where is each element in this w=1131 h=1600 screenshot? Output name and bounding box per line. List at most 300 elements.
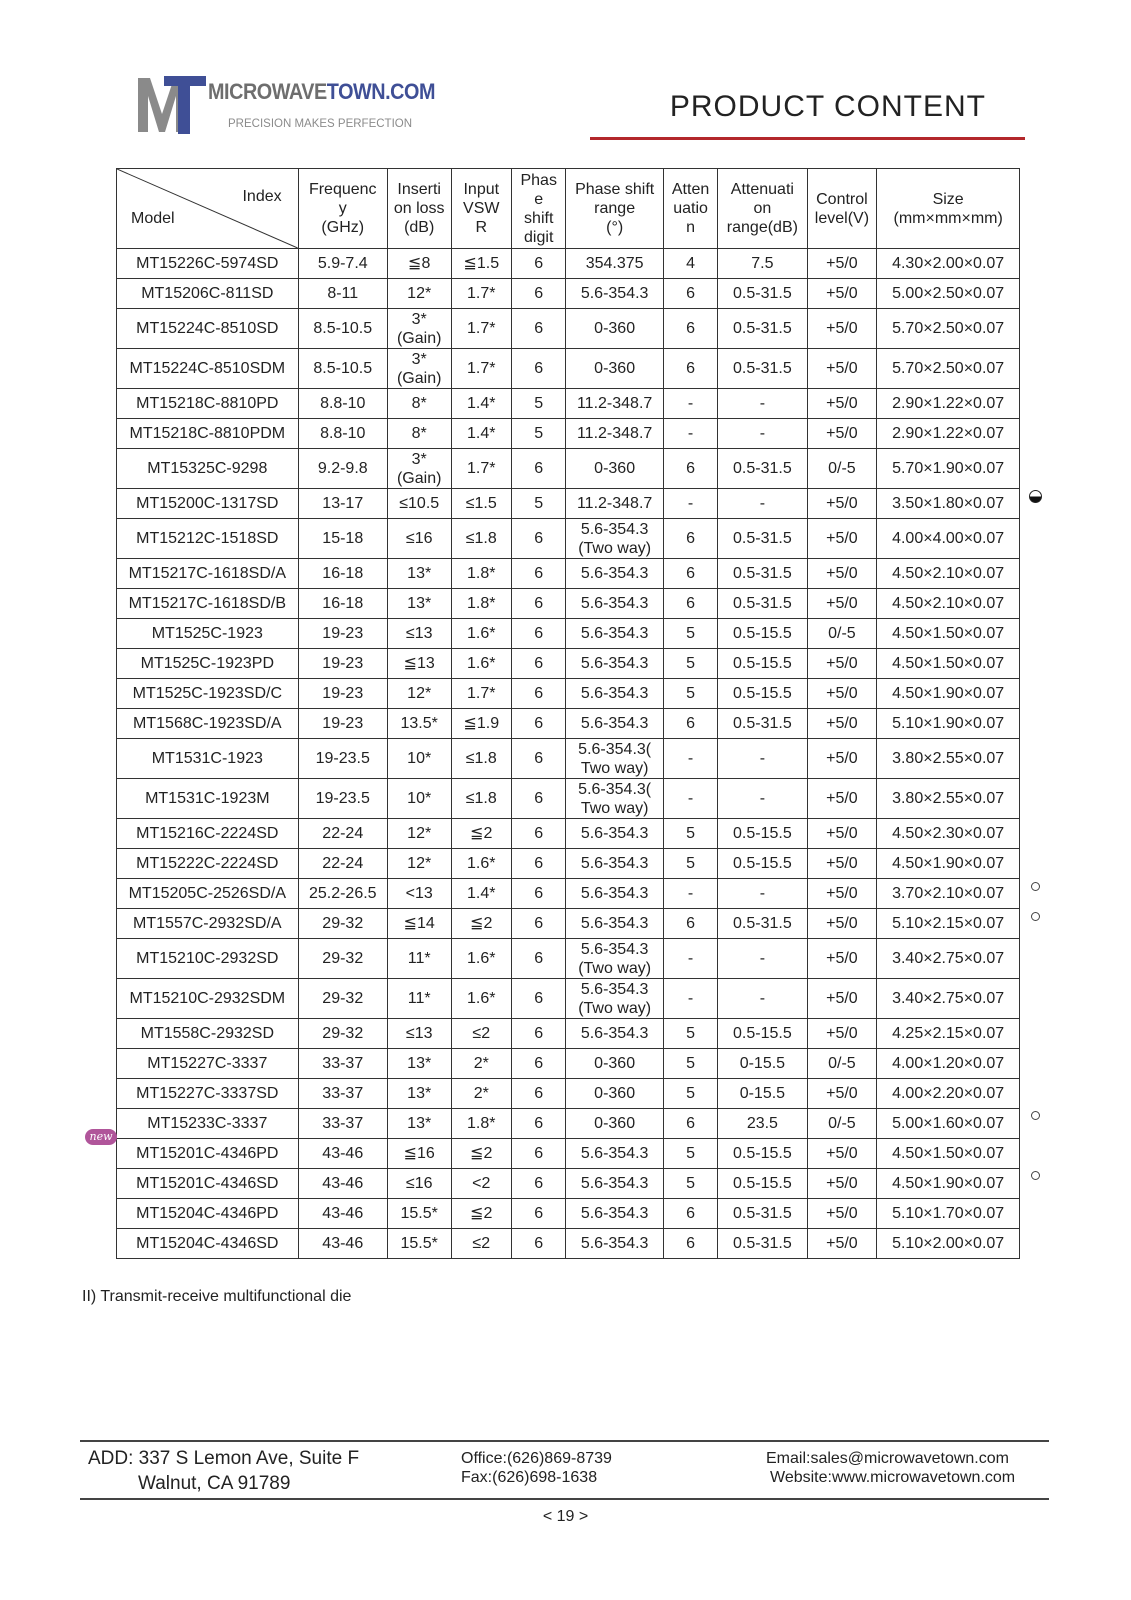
- table-cell: 1.8*: [451, 589, 512, 619]
- table-row: [117, 849, 1020, 879]
- table-cell: 5: [512, 389, 566, 419]
- table-cell: 6: [512, 679, 566, 709]
- column-header: [807, 169, 877, 249]
- table-cell: 6: [512, 449, 566, 489]
- table-cell: 8.8-10: [298, 389, 387, 419]
- table-cell: 6: [512, 1139, 566, 1169]
- table-cell: ≦2: [451, 1139, 512, 1169]
- table-cell: 10*: [387, 739, 451, 779]
- table-cell: 13*: [387, 1079, 451, 1109]
- table-cell: 5.6-354.3 (Two way): [566, 979, 663, 1019]
- table-cell: 6: [512, 589, 566, 619]
- table-row: [117, 679, 1020, 709]
- column-header: [566, 169, 663, 249]
- table-cell: ≤13: [387, 1019, 451, 1049]
- table-cell: 0.5-15.5: [718, 679, 807, 709]
- table-row: [117, 1019, 1020, 1049]
- table-cell: 6: [512, 849, 566, 879]
- table-cell: +5/0: [807, 1229, 877, 1259]
- table-cell: ≤1.5: [451, 489, 512, 519]
- table-cell: +5/0: [807, 589, 877, 619]
- table-cell: -: [663, 779, 717, 819]
- table-cell: 0.5-31.5: [718, 349, 807, 389]
- corner-header-cell: [117, 169, 299, 249]
- table-cell: 6: [663, 1199, 717, 1229]
- table-cell: -: [663, 389, 717, 419]
- model-cell: MT1568C-1923SD/A: [117, 709, 299, 739]
- table-cell: 8-11: [298, 279, 387, 309]
- column-header-text: n: [686, 219, 696, 236]
- table-cell: 6: [663, 909, 717, 939]
- table-cell: 0.5-31.5: [718, 709, 807, 739]
- table-cell: 5.6-354.3( Two way): [566, 739, 663, 779]
- table-cell: 1.7*: [451, 279, 512, 309]
- table-row: [117, 449, 1020, 489]
- table-cell: 22-24: [298, 849, 387, 879]
- table-cell: ≦2: [451, 819, 512, 849]
- model-cell: MT15217C-1618SD/A: [117, 559, 299, 589]
- table-cell: 8*: [387, 419, 451, 449]
- table-row: [117, 349, 1020, 389]
- table-cell: -: [718, 779, 807, 819]
- table-cell: 13*: [387, 559, 451, 589]
- table-cell: -: [718, 939, 807, 979]
- table-cell: 19-23: [298, 619, 387, 649]
- model-cell: MT15206C-811SD: [117, 279, 299, 309]
- model-cell: MT15204C-4346SD: [117, 1229, 299, 1259]
- table-row: [117, 1079, 1020, 1109]
- table-cell: 13*: [387, 1049, 451, 1079]
- table-cell: 0.5-15.5: [718, 819, 807, 849]
- table-cell: 6: [663, 589, 717, 619]
- table-cell: 1.4*: [451, 879, 512, 909]
- table-cell: 29-32: [298, 939, 387, 979]
- table-cell: 4.50×2.30×0.07: [877, 819, 1020, 849]
- model-cell: MT1557C-2932SD/A: [117, 909, 299, 939]
- table-cell: 1.8*: [451, 559, 512, 589]
- table-cell: 6: [512, 939, 566, 979]
- table-cell: 5: [663, 819, 717, 849]
- table-cell: 0.5-15.5: [718, 649, 807, 679]
- table-cell: 5.10×2.00×0.07: [877, 1229, 1020, 1259]
- table-cell: 0.5-31.5: [718, 519, 807, 559]
- table-cell: 11.2-348.7: [566, 389, 663, 419]
- table-cell: 0.5-15.5: [718, 1139, 807, 1169]
- table-cell: 29-32: [298, 1019, 387, 1049]
- table-cell: -: [663, 739, 717, 779]
- table-cell: 5.6-354.3: [566, 849, 663, 879]
- table-row: [117, 1109, 1020, 1139]
- table-cell: 8.5-10.5: [298, 309, 387, 349]
- table-cell: +5/0: [807, 649, 877, 679]
- table-cell: 12*: [387, 849, 451, 879]
- mt-logo-mark-icon: [138, 74, 208, 136]
- table-cell: 11*: [387, 939, 451, 979]
- table-cell: 5.6-354.3: [566, 1139, 663, 1169]
- table-cell: 6: [512, 1079, 566, 1109]
- table-cell: 13*: [387, 589, 451, 619]
- table-cell: 4.00×4.00×0.07: [877, 519, 1020, 559]
- table-cell: 5.10×2.15×0.07: [877, 909, 1020, 939]
- table-cell: 354.375: [566, 249, 663, 279]
- table-cell: 1.7*: [451, 449, 512, 489]
- table-cell: 0-360: [566, 309, 663, 349]
- table-cell: 19-23: [298, 709, 387, 739]
- table-cell: 1.4*: [451, 419, 512, 449]
- table-cell: 0-15.5: [718, 1079, 807, 1109]
- table-row: [117, 489, 1020, 519]
- column-header-text: (dB): [404, 219, 435, 236]
- table-cell: 6: [512, 1019, 566, 1049]
- circle-icon: [1031, 1111, 1040, 1120]
- table-cell: 5.6-354.3: [566, 709, 663, 739]
- column-header-text: Attenuati: [730, 181, 794, 198]
- table-row: [117, 589, 1020, 619]
- column-header-text: (mm×mm×mm): [893, 209, 1003, 227]
- table-cell: 4.00×1.20×0.07: [877, 1049, 1020, 1079]
- model-cell: MT15218C-8810PDM: [117, 419, 299, 449]
- table-cell: +5/0: [807, 389, 877, 419]
- table-cell: 3.40×2.75×0.07: [877, 939, 1020, 979]
- table-row: [117, 879, 1020, 909]
- table-header-row: [117, 169, 1020, 249]
- table-cell: 5: [663, 649, 717, 679]
- table-cell: 5: [663, 1049, 717, 1079]
- model-label: Model: [131, 210, 175, 227]
- table-cell: 6: [512, 819, 566, 849]
- table-cell: 1.7*: [451, 679, 512, 709]
- table-cell: 5.10×1.90×0.07: [877, 709, 1020, 739]
- table-cell: -: [663, 879, 717, 909]
- table-cell: 5.9-7.4: [298, 249, 387, 279]
- table-cell: +5/0: [807, 679, 877, 709]
- table-cell: ≤2: [451, 1019, 512, 1049]
- column-header-text: y: [338, 200, 347, 217]
- table-cell: 1.6*: [451, 939, 512, 979]
- table-cell: 19-23.5: [298, 739, 387, 779]
- table-cell: 5.6-354.3: [566, 649, 663, 679]
- column-header-text: R: [475, 219, 488, 236]
- column-header: [387, 169, 451, 249]
- column-header: [298, 169, 387, 249]
- table-cell: 3.70×2.10×0.07: [877, 879, 1020, 909]
- table-cell: 0.5-31.5: [718, 279, 807, 309]
- table-cell: 5.6-354.3 (Two way): [566, 519, 663, 559]
- table-cell: 5.6-354.3: [566, 559, 663, 589]
- table-cell: 1.6*: [451, 979, 512, 1019]
- table-cell: +5/0: [807, 249, 877, 279]
- table-cell: 10*: [387, 779, 451, 819]
- table-cell: ≦1.5: [451, 249, 512, 279]
- table-cell: 0/-5: [807, 449, 877, 489]
- column-header-text: e: [534, 190, 544, 208]
- table-cell: <13: [387, 879, 451, 909]
- table-cell: 8*: [387, 389, 451, 419]
- table-cell: ≤10.5: [387, 489, 451, 519]
- table-cell: 0.5-31.5: [718, 589, 807, 619]
- table-cell: 19-23: [298, 679, 387, 709]
- table-cell: +5/0: [807, 1169, 877, 1199]
- table-cell: 2*: [451, 1079, 512, 1109]
- table-cell: 22-24: [298, 819, 387, 849]
- model-cell: MT15224C-8510SDM: [117, 349, 299, 389]
- table-cell: 5.70×2.50×0.07: [877, 309, 1020, 349]
- column-header: [451, 169, 512, 249]
- column-header-text: (GHz): [321, 219, 365, 236]
- table-cell: +5/0: [807, 849, 877, 879]
- column-header-text: Input: [463, 181, 500, 198]
- table-cell: 0-360: [566, 1049, 663, 1079]
- table-cell: 43-46: [298, 1169, 387, 1199]
- table-cell: -: [718, 879, 807, 909]
- model-cell: MT15205C-2526SD/A: [117, 879, 299, 909]
- model-cell: MT15216C-2224SD: [117, 819, 299, 849]
- table-cell: ≦13: [387, 649, 451, 679]
- table-cell: ≤1.8: [451, 779, 512, 819]
- table-cell: ≦16: [387, 1139, 451, 1169]
- table-cell: 5: [512, 419, 566, 449]
- table-cell: 6: [663, 349, 717, 389]
- model-cell: MT15201C-4346SD: [117, 1169, 299, 1199]
- table-cell: 12*: [387, 819, 451, 849]
- table-cell: 5.6-354.3: [566, 679, 663, 709]
- table-cell: 6: [663, 519, 717, 559]
- table-cell: 3.80×2.55×0.07: [877, 739, 1020, 779]
- table-cell: ≤1.8: [451, 519, 512, 559]
- address-line-2: Walnut, CA 91789: [138, 1473, 291, 1494]
- table-cell: 0/-5: [807, 619, 877, 649]
- table-cell: 6: [512, 519, 566, 559]
- table-cell: 0/-5: [807, 1049, 877, 1079]
- table-cell: 5.10×1.70×0.07: [877, 1199, 1020, 1229]
- table-cell: +5/0: [807, 739, 877, 779]
- table-cell: <2: [451, 1169, 512, 1199]
- table-cell: ≦14: [387, 909, 451, 939]
- model-cell: MT15210C-2932SDM: [117, 979, 299, 1019]
- table-row: [117, 709, 1020, 739]
- table-cell: 8.5-10.5: [298, 349, 387, 389]
- table-row: [117, 559, 1020, 589]
- table-cell: 5: [663, 619, 717, 649]
- table-row: [117, 819, 1020, 849]
- table-cell: 6: [512, 909, 566, 939]
- table-cell: 2*: [451, 1049, 512, 1079]
- table-cell: 6: [663, 309, 717, 349]
- product-spec-table: [116, 168, 1020, 1259]
- table-cell: ≤16: [387, 1169, 451, 1199]
- table-cell: 5: [663, 1019, 717, 1049]
- title-underline: [590, 137, 1025, 140]
- model-cell: MT15226C-5974SD: [117, 249, 299, 279]
- table-cell: 8.8-10: [298, 419, 387, 449]
- circle-icon: [1031, 912, 1040, 921]
- table-row: [117, 939, 1020, 979]
- table-cell: 3.80×2.55×0.07: [877, 779, 1020, 819]
- table-cell: 5.6-354.3: [566, 589, 663, 619]
- table-cell: -: [718, 389, 807, 419]
- model-cell: MT15325C-9298: [117, 449, 299, 489]
- half-filled-circle-icon: [1029, 490, 1042, 503]
- table-cell: 5.70×1.90×0.07: [877, 449, 1020, 489]
- model-cell: MT15233C-3337: [117, 1109, 299, 1139]
- company-logo: [138, 74, 438, 144]
- table-cell: 5.00×1.60×0.07: [877, 1109, 1020, 1139]
- table-cell: 15-18: [298, 519, 387, 559]
- table-cell: 25.2-26.5: [298, 879, 387, 909]
- brand-tagline: PRECISION MAKES PERFECTION: [228, 118, 413, 130]
- table-cell: ≤1.8: [451, 739, 512, 779]
- table-cell: 5.6-354.3: [566, 909, 663, 939]
- table-cell: 19-23: [298, 649, 387, 679]
- circle-icon: [1031, 882, 1040, 891]
- office-phone: Office:(626)869-8739: [461, 1450, 612, 1467]
- table-cell: 6: [663, 279, 717, 309]
- table-cell: 43-46: [298, 1139, 387, 1169]
- table-cell: 12*: [387, 679, 451, 709]
- website-address: Website:www.microwavetown.com: [770, 1469, 1016, 1486]
- table-cell: 0.5-15.5: [718, 849, 807, 879]
- column-header-text: range(dB): [726, 219, 798, 236]
- table-cell: 6: [512, 649, 566, 679]
- table-cell: 6: [512, 709, 566, 739]
- table-cell: 4.50×1.50×0.07: [877, 649, 1020, 679]
- table-cell: 23.5: [718, 1109, 807, 1139]
- model-cell: MT15222C-2224SD: [117, 849, 299, 879]
- table-cell: 0.5-15.5: [718, 1169, 807, 1199]
- table-cell: 5.6-354.3: [566, 819, 663, 849]
- column-header-text: on loss: [393, 200, 445, 217]
- column-header-text: Atten: [671, 181, 710, 198]
- table-cell: 29-32: [298, 909, 387, 939]
- model-cell: MT1525C-1923SD/C: [117, 679, 299, 709]
- table-cell: 5: [663, 679, 717, 709]
- table-cell: +5/0: [807, 1019, 877, 1049]
- table-cell: 1.7*: [451, 349, 512, 389]
- table-row: [117, 1199, 1020, 1229]
- table-cell: 4.50×2.10×0.07: [877, 589, 1020, 619]
- column-header-text: Frequenc: [308, 181, 377, 198]
- table-cell: +5/0: [807, 979, 877, 1019]
- table-cell: -: [663, 979, 717, 1019]
- table-cell: 4.50×1.50×0.07: [877, 619, 1020, 649]
- table-cell: 4.50×1.90×0.07: [877, 679, 1020, 709]
- table-cell: 3* (Gain): [387, 449, 451, 489]
- table-cell: 4.50×1.90×0.07: [877, 1169, 1020, 1199]
- email-address: Email:sales@microwavetown.com: [766, 1450, 1009, 1467]
- column-header-text: uatio: [673, 200, 708, 217]
- table-cell: 33-37: [298, 1079, 387, 1109]
- table-cell: 5: [663, 849, 717, 879]
- table-cell: 6: [512, 619, 566, 649]
- table-cell: 5.6-354.3: [566, 279, 663, 309]
- column-header-text: shift: [524, 209, 554, 227]
- table-cell: 5.6-354.3( Two way): [566, 779, 663, 819]
- table-cell: -: [718, 419, 807, 449]
- column-header: [718, 169, 807, 249]
- table-cell: 1.6*: [451, 619, 512, 649]
- table-cell: 0-15.5: [718, 1049, 807, 1079]
- table-cell: 1.6*: [451, 849, 512, 879]
- table-cell: 6: [663, 709, 717, 739]
- model-cell: MT1525C-1923: [117, 619, 299, 649]
- model-cell: MT1525C-1923PD: [117, 649, 299, 679]
- table-cell: 16-18: [298, 589, 387, 619]
- table-cell: 6: [512, 1199, 566, 1229]
- column-header-text: VSW: [463, 200, 500, 217]
- table-cell: 5.00×2.50×0.07: [877, 279, 1020, 309]
- table-cell: -: [663, 419, 717, 449]
- table-cell: 5.6-354.3: [566, 1229, 663, 1259]
- table-cell: 11.2-348.7: [566, 419, 663, 449]
- table-cell: 6: [663, 1229, 717, 1259]
- section-note: II) Transmit-receive multifunctional die: [82, 1288, 352, 1305]
- table-cell: 12*: [387, 279, 451, 309]
- table-row: [117, 739, 1020, 779]
- table-cell: 7.5: [718, 249, 807, 279]
- model-cell: MT15212C-1518SD: [117, 519, 299, 559]
- table-cell: 43-46: [298, 1199, 387, 1229]
- page-title: PRODUCT CONTENT: [669, 90, 986, 123]
- table-cell: 5.6-354.3 (Two way): [566, 939, 663, 979]
- model-cell: MT15217C-1618SD/B: [117, 589, 299, 619]
- table-cell: +5/0: [807, 939, 877, 979]
- table-cell: 4.50×1.90×0.07: [877, 849, 1020, 879]
- table-cell: 5.6-354.3: [566, 1019, 663, 1049]
- footer-divider: [80, 1498, 1049, 1500]
- table-cell: 11.2-348.7: [566, 489, 663, 519]
- table-cell: 15.5*: [387, 1199, 451, 1229]
- table-cell: 6: [512, 1169, 566, 1199]
- table-row: [117, 779, 1020, 819]
- table-cell: 43-46: [298, 1229, 387, 1259]
- column-header: [512, 169, 566, 249]
- table-cell: +5/0: [807, 519, 877, 559]
- model-cell: MT15204C-4346PD: [117, 1199, 299, 1229]
- table-cell: 5: [663, 1139, 717, 1169]
- table-row: [117, 309, 1020, 349]
- table-cell: 5.70×2.50×0.07: [877, 349, 1020, 389]
- table-cell: -: [663, 939, 717, 979]
- table-cell: 6: [512, 779, 566, 819]
- table-cell: ≤2: [451, 1229, 512, 1259]
- column-header-text: Inserti: [397, 181, 441, 198]
- table-cell: 9.2-9.8: [298, 449, 387, 489]
- table-cell: 6: [512, 1109, 566, 1139]
- table-cell: 19-23.5: [298, 779, 387, 819]
- table-cell: ≤16: [387, 519, 451, 559]
- table-cell: 6: [512, 249, 566, 279]
- table-cell: 11*: [387, 979, 451, 1019]
- index-label: Index: [242, 188, 282, 205]
- column-header-text: Phas: [520, 171, 557, 189]
- table-row: [117, 389, 1020, 419]
- table-cell: 5.6-354.3: [566, 1169, 663, 1199]
- table-cell: 0-360: [566, 349, 663, 389]
- table-cell: 3* (Gain): [387, 349, 451, 389]
- table-cell: +5/0: [807, 879, 877, 909]
- table-cell: 3.50×1.80×0.07: [877, 489, 1020, 519]
- table-cell: 6: [512, 979, 566, 1019]
- table-cell: 4: [663, 249, 717, 279]
- model-cell: MT15227C-3337SD: [117, 1079, 299, 1109]
- column-header-text: digit: [524, 228, 554, 246]
- model-cell: MT15218C-8810PD: [117, 389, 299, 419]
- table-cell: +5/0: [807, 779, 877, 819]
- table-cell: 4.50×2.10×0.07: [877, 559, 1020, 589]
- address-line-1: ADD: 337 S Lemon Ave, Suite F: [88, 1448, 360, 1469]
- table-cell: +5/0: [807, 1139, 877, 1169]
- circle-icon: [1031, 1171, 1040, 1180]
